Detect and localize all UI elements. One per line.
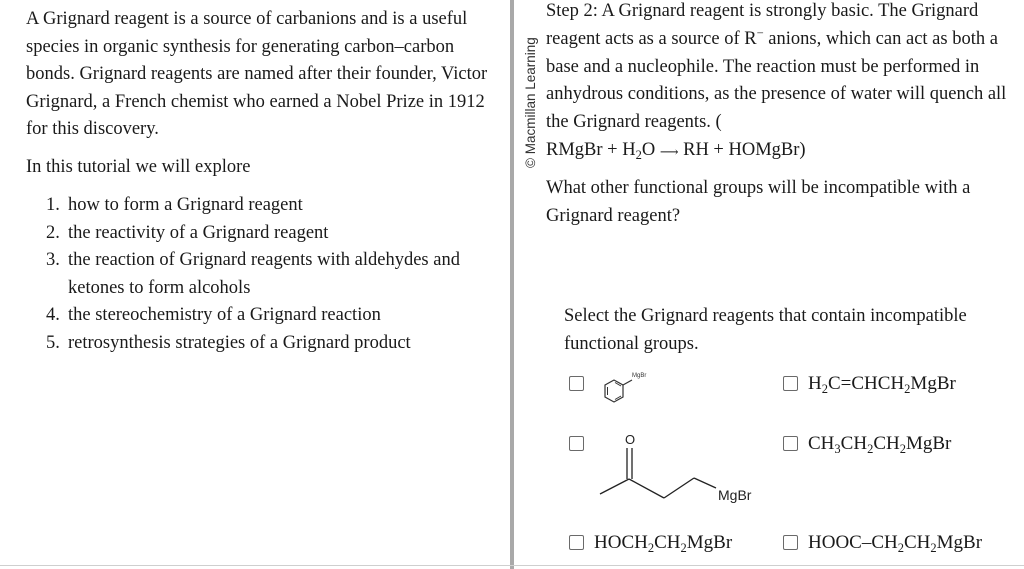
ketone-mgbr-structure xyxy=(594,428,760,510)
reaction-equation: RMgBr + $H_2O$ ⟶ RH + HOMgBr) xyxy=(546,139,806,162)
checkbox-allyl-mgbr[interactable] xyxy=(783,376,798,391)
list-item: 4. the stereochemistry of a Grignard reaction xyxy=(46,305,381,325)
list-item: 1. how to form a Grignard reagent xyxy=(46,195,303,215)
ketone-mgbr-label: MgBr xyxy=(718,487,752,503)
option-propyl-mgbr: $CH_3CH_2CH_2MgBr$ xyxy=(808,433,952,456)
checkbox-phenyl-mgbr[interactable] xyxy=(569,376,584,391)
checkbox-carboxy-mgbr[interactable] xyxy=(783,535,798,550)
bottom-border xyxy=(0,565,1024,566)
list-item: 3. the reaction of Grignard reagents with aldehydes and ketones to form alcohols xyxy=(46,250,460,298)
panel-divider[interactable] xyxy=(510,0,514,569)
select-prompt: Select the Grignard reagents that contain incompatible functional groups. xyxy=(564,306,967,354)
arrow-icon: ⟶ xyxy=(659,143,679,159)
phenyl-mgbr-structure xyxy=(594,368,656,410)
checkbox-hydroxy-mgbr[interactable] xyxy=(569,535,584,550)
topic-list xyxy=(46,192,496,357)
option-hydroxy-mgbr: $HOCH_2CH_2MgBr$ xyxy=(594,532,733,555)
left-panel xyxy=(0,0,510,569)
step-2-text: Step 2: A Grignard reagent is strongly basic. The Grignard reagent acts as a source of R− anions, which can act as both a base and a nucleophile. The reaction must be performed in anhydrous conditions, as the presence of water will quench all the Grignard reagents. ( RMgBr + $H_2O$ ⟶ RH + HOMgBr) xyxy=(546,1,1007,162)
phenyl-mgbr-label: MgBr xyxy=(632,373,647,379)
checkbox-ketone-mgbr[interactable] xyxy=(569,436,584,451)
oxygen-label: O xyxy=(625,432,636,447)
option-carboxy-mgbr: HOOC–$CH_2CH_2MgBr$ xyxy=(808,532,983,555)
option-allyl-mgbr: $H_2C=CHCH_2MgBr$ xyxy=(808,373,956,396)
explore-intro: In this tutorial we will explore xyxy=(26,157,251,177)
list-item: 2. the reactivity of a Grignard reagent xyxy=(46,222,329,243)
intro-paragraph: A Grignard reagent is a source of carbanions and is a useful species in organic synthesis for generating carbon–carbon bonds. Grignard reagents are named after their founder, Victor Grignard, a French chemist who earned a Nobel Prize in 1912 for this discovery. xyxy=(26,9,488,139)
checkbox-propyl-mgbr[interactable] xyxy=(783,436,798,451)
list-item: 5. retrosynthesis strategies of a Grignard product xyxy=(46,332,411,353)
copyright-credit: © Macmillan Learning xyxy=(523,37,538,168)
question-text: What other functional groups will be incompatible with a Grignard reagent? xyxy=(546,178,971,226)
